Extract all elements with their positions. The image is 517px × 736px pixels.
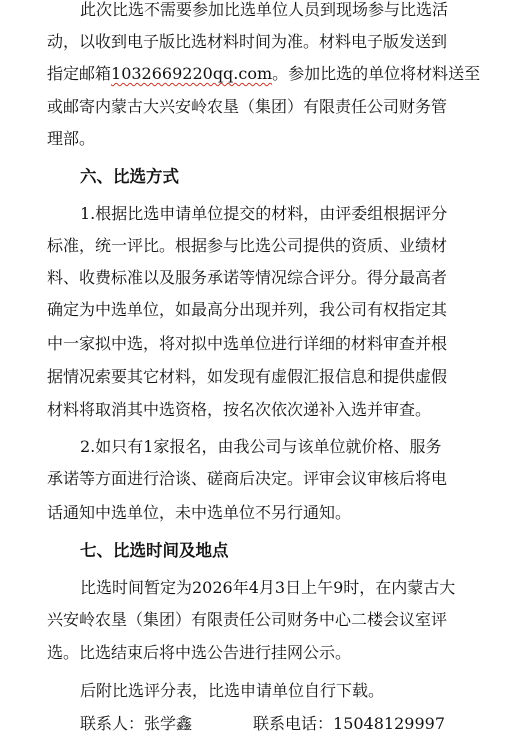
intro-line-2: 动，以收到电子版比选材料时间为准。材料电子版发送到 xyxy=(47,32,448,51)
attachment-note: 后附比选评分表，比选申请单位自行下载。 xyxy=(80,681,385,700)
intro-line-1: 此次比选不需要参加比选单位人员到现场参与比选活 xyxy=(80,0,449,19)
contact-line xyxy=(80,714,192,734)
s6-item1-line-4: 确定为中选单位，如最高分出现并列，我公司有权指定其 xyxy=(47,300,448,319)
contact-label: 联系人： xyxy=(80,714,145,733)
phone-label: 联系电话： xyxy=(253,714,334,733)
intro-line-3-prefix: 指定邮箱 xyxy=(47,64,112,83)
s6-item2-line-2: 承诺等方面进行洽谈、磋商后决定。评审会议审核后将电 xyxy=(47,469,448,488)
intro-line-3 xyxy=(47,64,480,84)
s6-item1-line-3: 料、收费标准以及服务承诺等情况综合评分。得分最高者 xyxy=(47,268,448,287)
s6-item1-line-1: 1.根据比选申请单位提交的材料，由评委组根据评分 xyxy=(80,204,448,223)
s6-item1-line-5: 中一家拟中选，将对拟中选单位进行详细的材料审查并根 xyxy=(47,334,448,353)
s7-para-line-3: 选。比选结束后将中选公告进行挂网公示。 xyxy=(47,643,352,662)
section-7-heading: 七、比选时间及地点 xyxy=(80,541,229,560)
s7-para-line-2: 兴安岭农垦（集团）有限责任公司财务中心二楼会议室评 xyxy=(47,610,448,629)
s6-item1-line-7: 材料将取消其中选资格，按名次依次递补入选并审查。 xyxy=(47,400,432,419)
s6-item1-line-2: 标准，统一评比。根据参与比选公司提供的资质、业绩材 xyxy=(47,236,448,255)
intro-line-4: 或邮寄内蒙古大兴安岭农垦（集团）有限责任公司财务管 xyxy=(47,97,448,116)
phone-number: 15048129997 xyxy=(333,714,445,733)
s6-item2-line-3: 话通知中选单位，未中选单位不另行通知。 xyxy=(47,503,352,522)
contact-name: 张学鑫 xyxy=(144,714,193,733)
intro-line-3-suffix: 。参加比选的单位将材料送至 xyxy=(272,64,481,83)
email-address: 1032669220qq.com xyxy=(111,64,273,83)
s6-item1-line-6: 据情况索要其它材料，如发现有虚假汇报信息和提供虚假 xyxy=(47,367,448,386)
s6-item2-line-1: 2.如只有1家报名，由我公司与该单位就价格、服务 xyxy=(80,437,442,456)
section-6-heading: 六、比选方式 xyxy=(80,167,179,186)
phone-line xyxy=(253,714,445,734)
s7-para-line-1: 比选时间暂定为2026年4月3日上午9时，在内蒙古大 xyxy=(80,578,456,597)
intro-line-5: 理部。 xyxy=(47,129,96,148)
